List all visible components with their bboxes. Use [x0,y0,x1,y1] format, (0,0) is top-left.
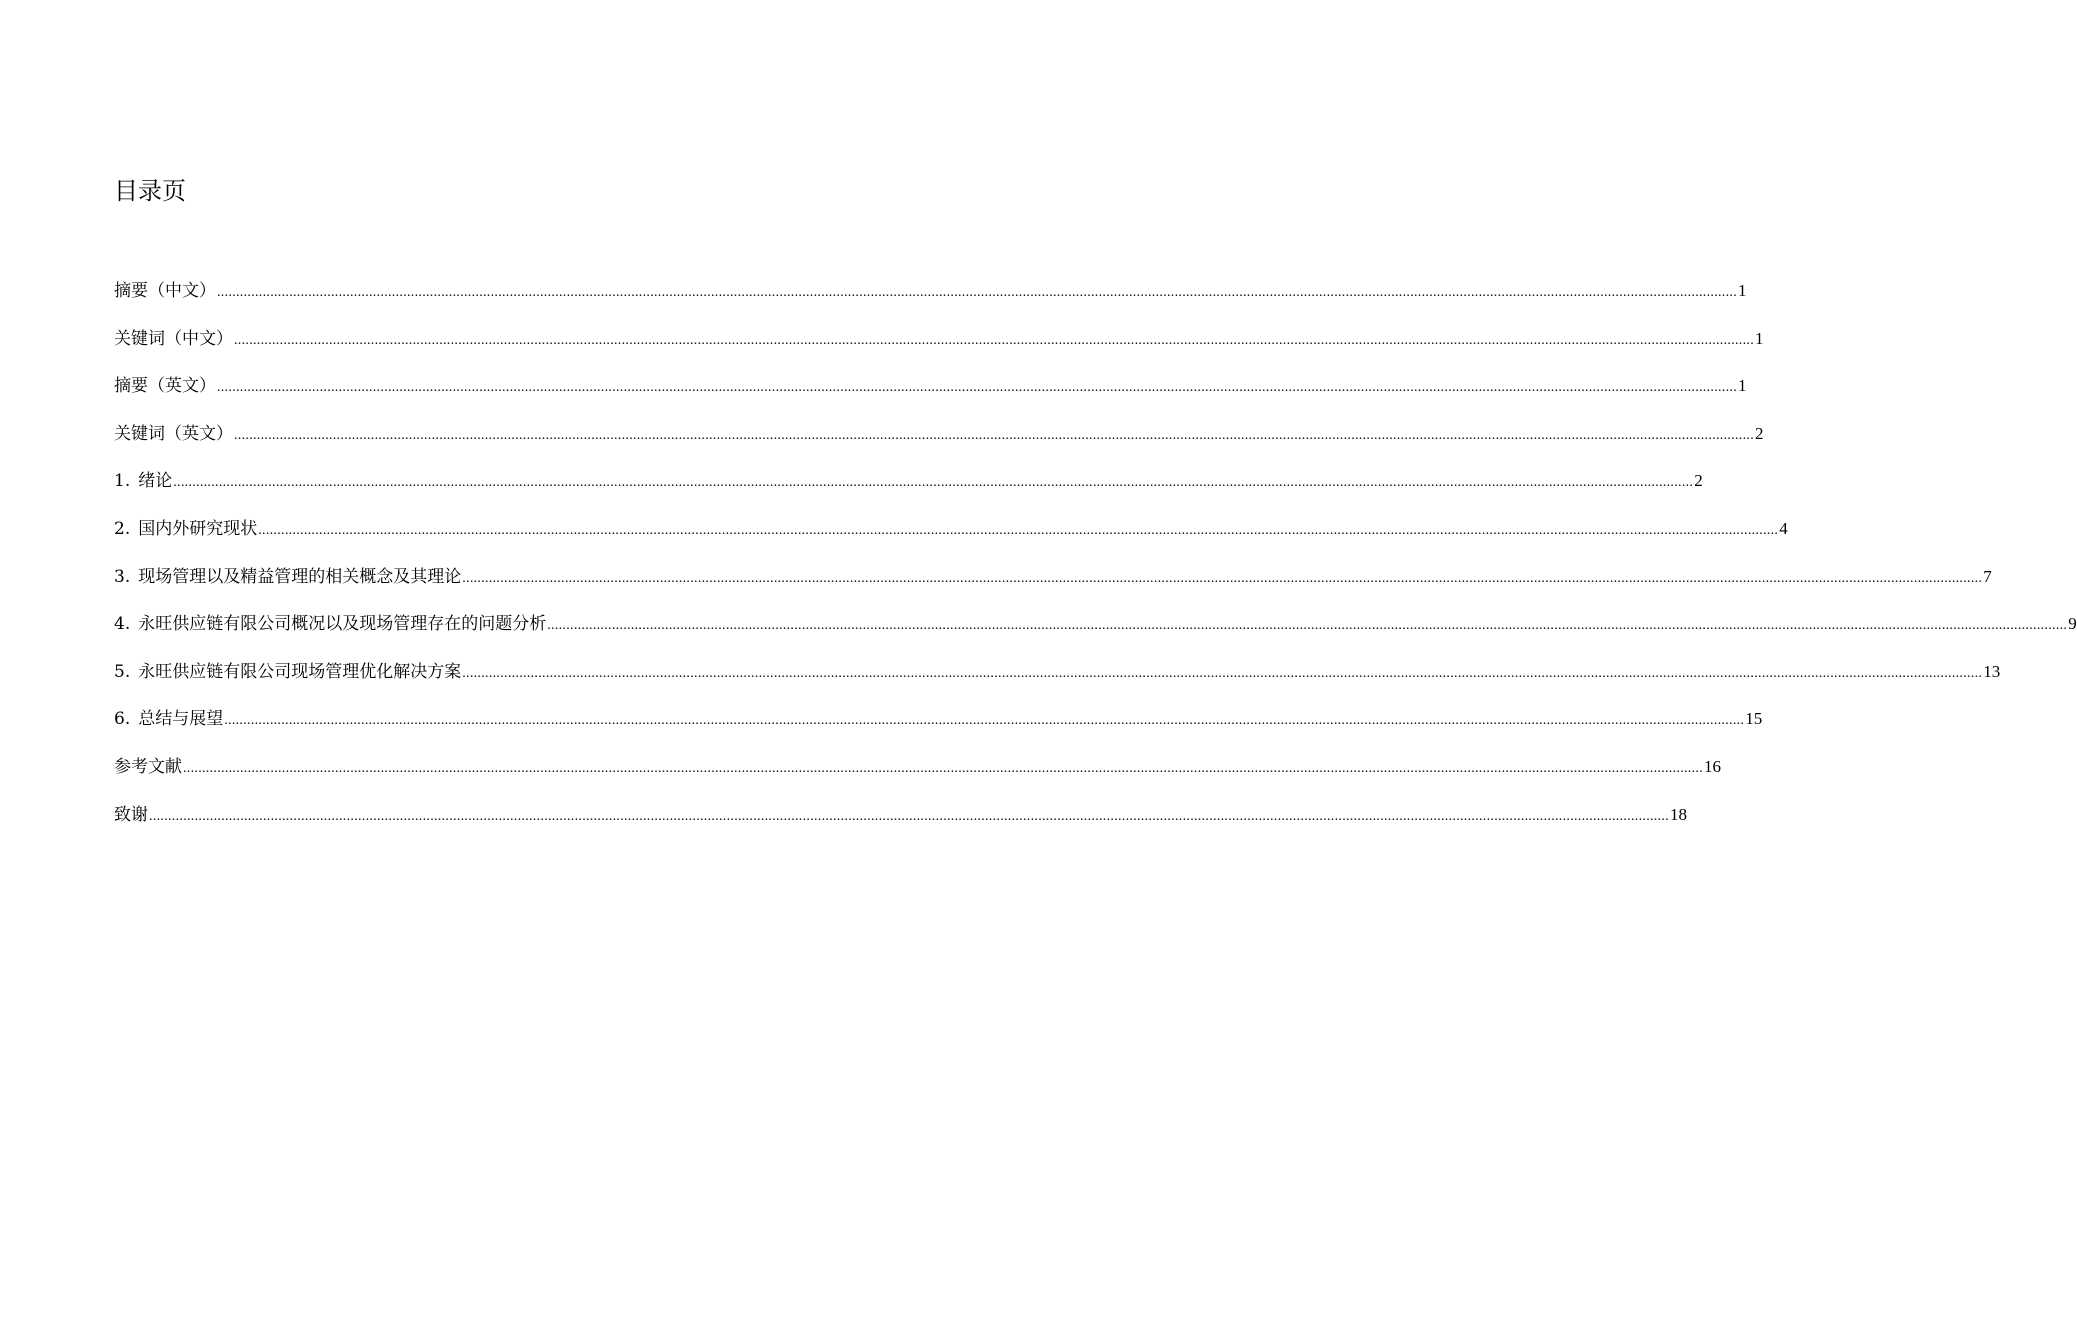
toc-page-number: 4 [1779,518,1788,538]
chapter-title: 现场管理以及精益管理的相关概念及其理论 [138,566,462,587]
toc-entry-abstract-cn[interactable] [114,275,1747,323]
dot-leader: ................................................................................................................................................................................................................................................................................................................................................................................................................ [547,618,2068,634]
chapter-title: 永旺供应链有限公司现场管理优化解决方案 [138,661,462,682]
toc-entry-chapter-2[interactable] [114,513,1788,561]
toc-page-number: 9 [2068,614,2077,634]
toc-entry-label [114,656,461,688]
toc-entry-label [114,608,546,640]
toc-entry-label: 关键词（中文） [114,328,233,349]
toc-page-number: 2 [1694,471,1703,491]
chapter-title: 绪论 [138,471,173,492]
chapter-title: 永旺供应链有限公司概况以及现场管理存在的问题分析 [138,614,547,635]
toc-page-number: 1 [1738,281,1747,300]
toc-entry-acknowledgements[interactable] [114,799,1687,847]
dot-leader: ................................................................................................................................................................................................................................................................................................................................................................................................................ [149,808,1669,824]
toc-page-number: 1 [1755,328,1764,348]
chapter-number: 1. [114,471,131,492]
toc-entry-label: 摘要（中文） [114,281,216,301]
toc-entry-label: 关键词（英文） [114,423,233,444]
toc-page-number: 1 [1738,376,1747,396]
toc-entry-keywords-en[interactable] [114,418,1764,466]
chapter-title: 总结与展望 [138,709,224,730]
table-of-contents [114,275,2077,846]
dot-leader: ................................................................................................................................................................................................................................................................................................................................................................................................................ [258,522,1779,538]
toc-entry-chapter-3[interactable] [114,561,1992,609]
dot-leader: ................................................................................................................................................................................................................................................................................................................................................................................................................ [217,380,1737,396]
toc-entry-label [114,703,223,735]
dot-leader: ................................................................................................................................................................................................................................................................................................................................................................................................................ [183,760,1703,776]
dot-leader: ................................................................................................................................................................................................................................................................................................................................................................................................................ [462,665,1983,681]
toc-entry-label [114,465,172,497]
toc-entry-label: 致谢 [114,804,148,825]
toc-entry-chapter-5[interactable] [114,656,2001,704]
toc-entry-chapter-6[interactable] [114,703,1763,751]
dot-leader: ................................................................................................................................................................................................................................................................................................................................................................................................................ [234,332,1754,348]
toc-entry-label: 参考文献 [114,756,182,777]
dot-leader: ................................................................................................................................................................................................................................................................................................................................................................................................................ [173,475,1694,491]
toc-entry-label: 摘要（英文） [114,376,216,397]
chapter-number: 5. [114,661,131,682]
toc-page-number: 18 [1670,804,1687,824]
dot-leader: ................................................................................................................................................................................................................................................................................................................................................................................................................ [224,713,1745,729]
toc-entry-chapter-1[interactable] [114,465,1703,513]
dot-leader: ................................................................................................................................................................................................................................................................................................................................................................................................................ [462,570,1983,586]
chapter-number: 2. [114,518,131,539]
dot-leader: ................................................................................................................................................................................................................................................................................................................................................................................................................ [217,285,1737,300]
chapter-number: 3. [114,566,131,587]
chapter-number: 4. [114,614,131,635]
dot-leader: ................................................................................................................................................................................................................................................................................................................................................................................................................ [234,427,1754,443]
toc-page-number: 15 [1745,709,1763,729]
page-title: 目录页 [114,177,186,205]
toc-page-number: 16 [1704,756,1721,776]
toc-page-number: 7 [1983,566,1992,586]
toc-entry-keywords-cn[interactable] [114,323,1764,371]
chapter-title: 国内外研究现状 [138,518,258,539]
toc-page-number: 13 [1983,661,2001,681]
toc-entry-label [114,513,257,545]
toc-entry-label [114,561,461,593]
toc-entry-references[interactable] [114,751,1721,799]
toc-entry-chapter-4[interactable] [114,608,2077,656]
toc-page-number: 2 [1755,423,1764,443]
chapter-number: 6. [114,709,131,730]
toc-entry-abstract-en[interactable] [114,370,1747,418]
